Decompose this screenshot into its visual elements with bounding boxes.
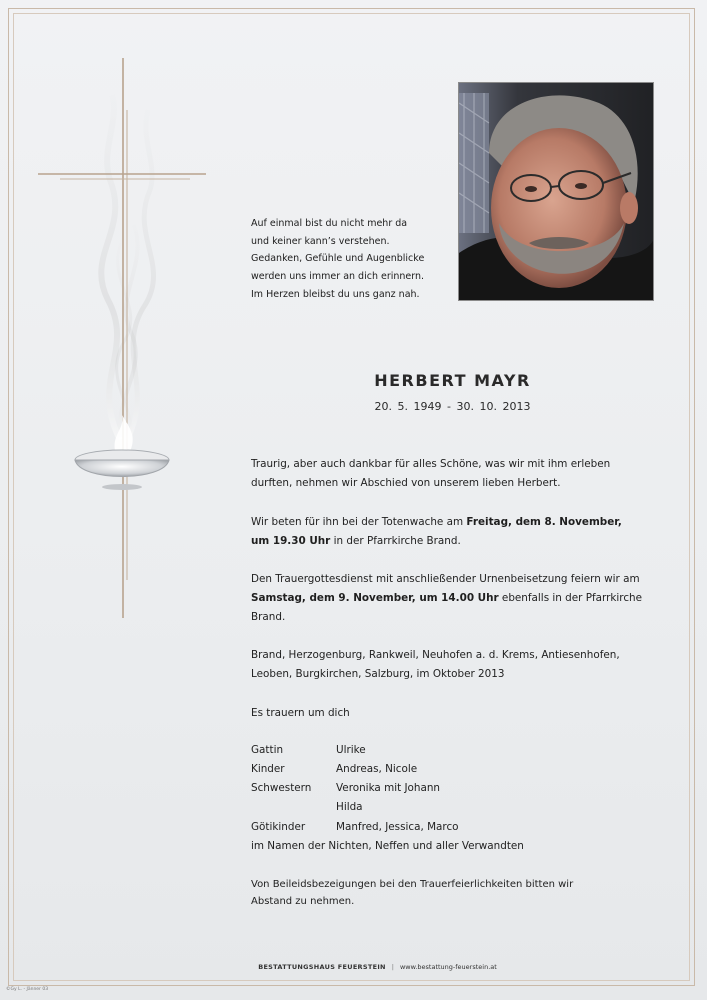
condolence-note <box>251 876 671 910</box>
service-location: ebenfalls in der Pfarrkirche <box>498 592 643 604</box>
poem-line: Gedanken, Gefühle und Augenblicke <box>251 253 425 265</box>
mourner-names: Ulrike <box>336 744 366 756</box>
service-paragraph <box>251 570 671 627</box>
vigil-date: Freitag, dem 8. November, <box>466 516 622 528</box>
print-code: ©Gy L. - Jänner 03 <box>6 987 49 992</box>
poem-line: werden uns immer an dich erinnern. <box>251 271 425 283</box>
places-paragraph <box>251 646 671 684</box>
poem-line: Im Herzen bleibst du uns ganz nah. <box>251 288 420 300</box>
deceased-name: HERBERT MAYR <box>374 371 531 390</box>
service-line: Brand. <box>251 611 286 623</box>
poem-line: Auf einmal bist du nicht mehr da <box>251 218 408 229</box>
poem <box>251 215 451 304</box>
funeral-home-name: BESTATTUNGSHAUS FEUERSTEIN <box>258 963 386 971</box>
mourner-names: Hilda <box>336 801 363 813</box>
mourner-role: Kinder <box>251 763 285 775</box>
vigil-time: um 19.30 Uhr <box>251 535 331 547</box>
footer <box>200 963 555 971</box>
places-line: Leoben, Burgkirchen, Salzburg, im Oktober 2013 <box>251 668 505 680</box>
intro-paragraph <box>251 455 671 493</box>
mourning-intro: Es trauern um dich <box>251 707 350 719</box>
vigil-location: in der Pfarrkirche Brand. <box>330 535 461 547</box>
portrait-photo <box>458 82 654 301</box>
life-dates: 20. 5. 1949 - 30. 10. 2013 <box>374 400 531 413</box>
relatives-line: im Namen der Nichten, Neffen und aller Verwandten <box>251 840 524 852</box>
cross-with-flame-bowl-icon <box>30 50 220 630</box>
mourner-names: Andreas, Nicole <box>336 763 418 775</box>
vigil-paragraph <box>251 513 671 551</box>
mourner-role: Schwestern <box>251 782 312 794</box>
mourner-names: Veronika mit Johann <box>336 782 441 794</box>
vigil-text: Wir beten für ihn bei der Totenwache am <box>251 516 467 528</box>
condolence-line: Abstand zu nehmen. <box>251 896 355 907</box>
intro-line: Traurig, aber auch dankbar für alles Schöne, was wir mit ihm erleben <box>251 458 611 470</box>
service-line: Den Trauergottesdienst mit anschließender Urnenbeisetzung feiern wir am <box>251 573 640 585</box>
mourner-role: Götikinder <box>251 821 306 833</box>
funeral-home-website[interactable]: www.bestattung-feuerstein.at <box>399 963 497 971</box>
mourner-role: Gattin <box>251 744 284 756</box>
service-datetime: Samstag, dem 9. November, um 14.00 Uhr <box>251 592 499 604</box>
condolence-line: Von Beileidsbezeigungen bei den Trauerfeierlichkeiten bitten wir <box>251 879 574 890</box>
intro-line: durften, nehmen wir Abschied von unserem lieben Herbert. <box>251 477 561 489</box>
footer-separator: | <box>391 963 394 971</box>
mourner-names: Manfred, Jessica, Marco <box>336 821 459 833</box>
poem-line: und keiner kann’s verstehen. <box>251 235 390 247</box>
places-line: Brand, Herzogenburg, Rankweil, Neuhofen a. d. Krems, Antiesenhofen, <box>251 649 620 661</box>
